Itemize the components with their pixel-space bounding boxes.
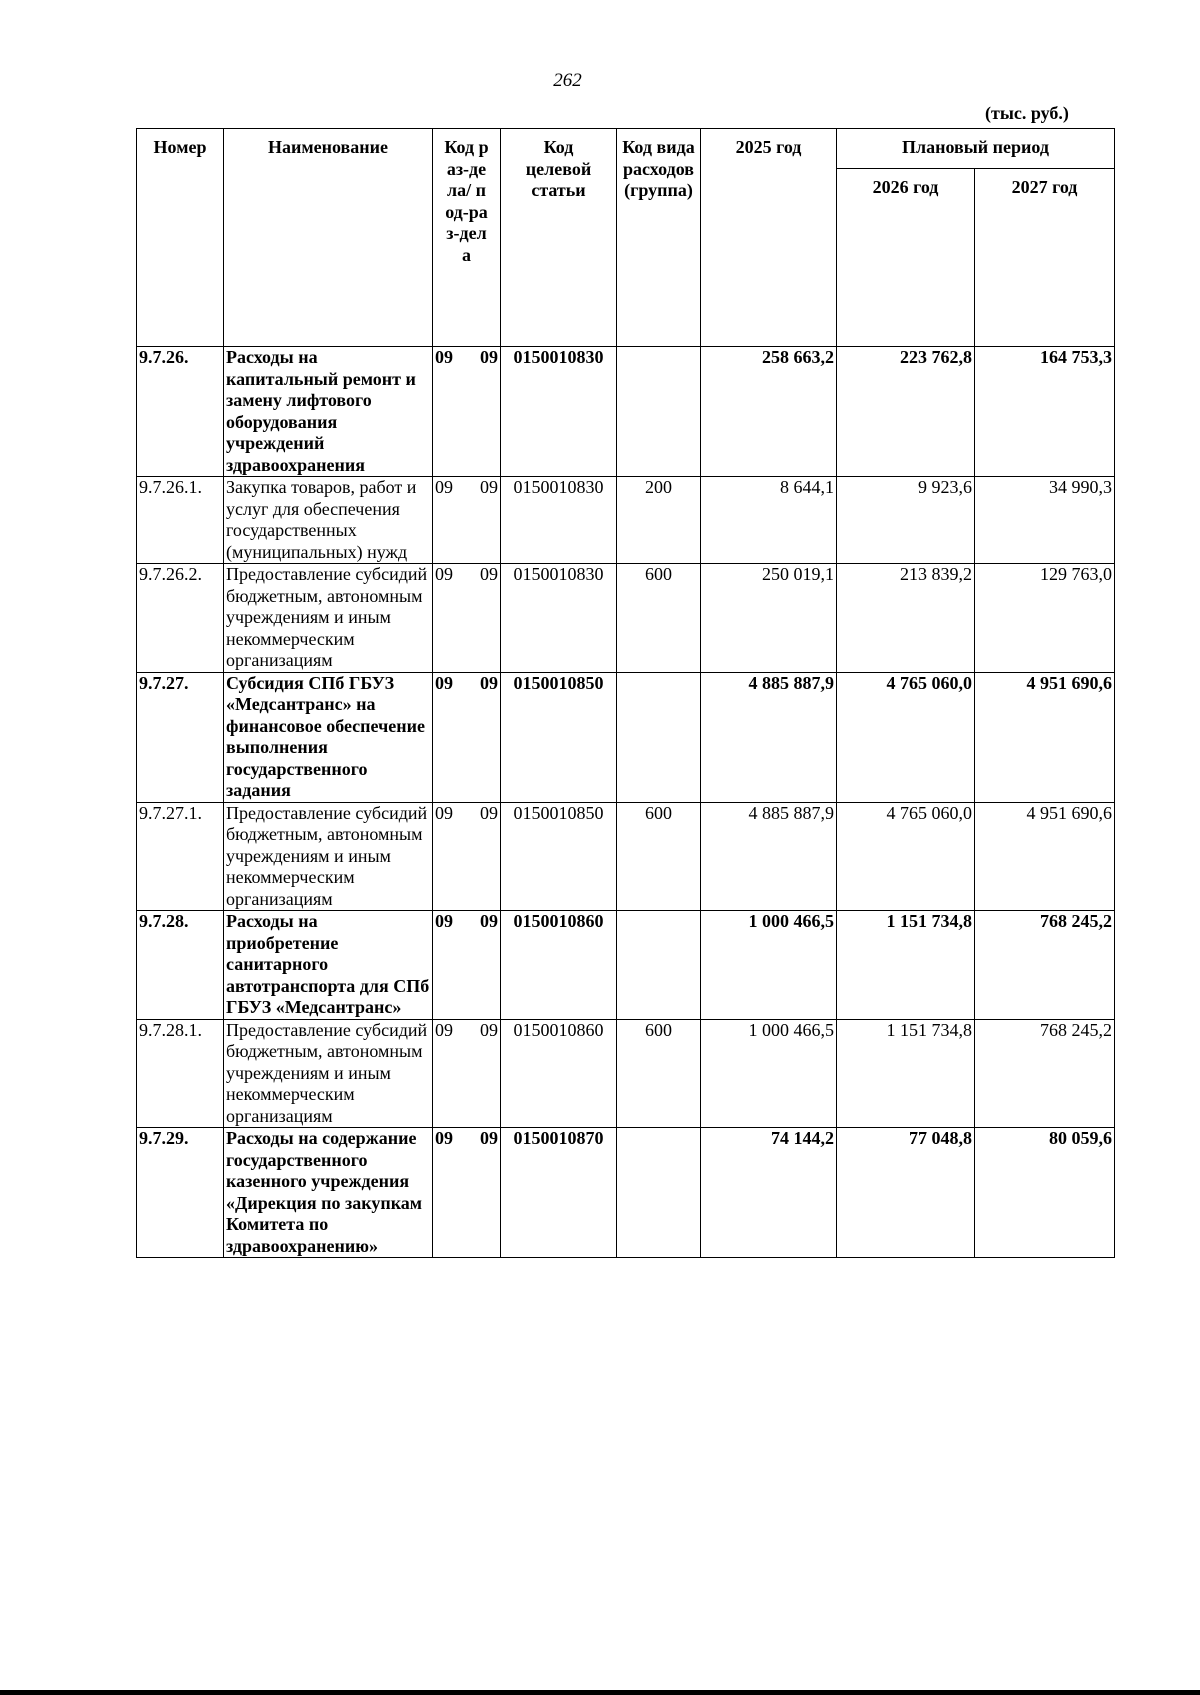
section-code-pair [435,911,498,933]
row-value-2027: 129 763,0 [975,564,1115,673]
header-section [433,129,501,347]
units-label: (тыс. руб.) [985,103,1069,123]
section-code-pair [435,564,498,586]
header-planned-period: Плановый период [837,129,1115,169]
row-number: 9.7.28. [137,911,224,1020]
row-value-2026: 223 762,8 [837,347,975,477]
table-row [137,564,1115,673]
header-2027: 2027 год [975,169,1115,347]
row-name: Расходы на содержание государственного казенного учреждения «Дирекция по закупкам Комитета по здравоохранению» [224,1128,433,1258]
section-code: 09 [435,347,453,367]
row-value-2026: 1 151 734,8 [837,911,975,1020]
row-expense-group [617,347,701,477]
row-target-code: 0150010850 [501,802,617,911]
header-number: Номер [137,129,224,347]
bottom-rule [0,1690,1200,1695]
subsection-code: 09 [480,347,498,367]
row-section-code [433,802,501,911]
row-value-2027: 4 951 690,6 [975,672,1115,802]
subsection-code: 09 [480,1019,498,1040]
header-target-label: Код целевой статьи [525,137,592,200]
budget-table [136,128,1115,1258]
row-target-code: 0150010830 [501,347,617,477]
row-value-2026: 213 839,2 [837,564,975,673]
table-row [137,802,1115,911]
row-name: Предоставление субсидий бюджетным, автономным учреждениям и иным некоммерческим организациям [224,564,433,673]
row-target-code: 0150010860 [501,911,617,1020]
row-expense-group [617,1128,701,1258]
header-2025: 2025 год [701,129,837,347]
table-row [137,1019,1115,1128]
row-expense-group: 600 [617,564,701,673]
row-value-2027: 4 951 690,6 [975,802,1115,911]
row-value-2027: 768 245,2 [975,1019,1115,1128]
row-expense-group: 600 [617,1019,701,1128]
row-value-2025: 4 885 887,9 [701,802,837,911]
row-name: Предоставление субсидий бюджетным, автономным учреждениям и иным некоммерческим организациям [224,802,433,911]
section-code-pair [435,1128,498,1150]
row-target-code: 0150010870 [501,1128,617,1258]
row-name: Расходы на приобретение санитарного автотранспорта для СПб ГБУЗ «Медсантранс» [224,911,433,1020]
row-section-code [433,347,501,477]
row-target-code: 0150010850 [501,672,617,802]
row-name: Закупка товаров, работ и услуг для обеспечения государственных (муниципальных) нужд [224,477,433,564]
subsection-code: 09 [480,802,498,823]
section-code: 09 [435,477,453,497]
section-code-pair [435,803,498,825]
section-code: 09 [435,802,453,823]
section-code: 09 [435,911,453,931]
table-row [137,477,1115,564]
header-2026: 2026 год [837,169,975,347]
header-name: Наименование [224,129,433,347]
row-target-code: 0150010830 [501,477,617,564]
row-value-2025: 1 000 466,5 [701,1019,837,1128]
subsection-code: 09 [480,477,498,497]
row-expense-group: 600 [617,802,701,911]
row-number: 9.7.26.1. [137,477,224,564]
row-value-2025: 1 000 466,5 [701,911,837,1020]
row-value-2026: 4 765 060,0 [837,672,975,802]
row-value-2025: 74 144,2 [701,1128,837,1258]
header-target [501,129,617,347]
row-target-code: 0150010830 [501,564,617,673]
subsection-code: 09 [480,672,498,693]
table-row [137,1128,1115,1258]
table-row [137,911,1115,1020]
row-expense-group: 200 [617,477,701,564]
row-value-2025: 250 019,1 [701,564,837,673]
row-number: 9.7.28.1. [137,1019,224,1128]
row-number: 9.7.26. [137,347,224,477]
row-value-2026: 4 765 060,0 [837,802,975,911]
row-value-2027: 164 753,3 [975,347,1115,477]
row-name: Предоставление субсидий бюджетным, автономным учреждениям и иным некоммерческим организациям [224,1019,433,1128]
row-section-code [433,477,501,564]
row-section-code [433,564,501,673]
row-section-code [433,1128,501,1258]
table-row [137,672,1115,802]
row-value-2025: 4 885 887,9 [701,672,837,802]
section-code-pair [435,477,498,499]
row-value-2026: 1 151 734,8 [837,1019,975,1128]
subsection-code: 09 [480,911,498,931]
row-number: 9.7.29. [137,1128,224,1258]
row-section-code [433,1019,501,1128]
row-value-2025: 8 644,1 [701,477,837,564]
page-number: 262 [553,70,582,91]
row-number: 9.7.26.2. [137,564,224,673]
row-value-2026: 9 923,6 [837,477,975,564]
section-code: 09 [435,1019,453,1040]
section-code: 09 [435,564,453,584]
row-number: 9.7.27. [137,672,224,802]
row-number: 9.7.27.1. [137,802,224,911]
row-value-2027: 34 990,3 [975,477,1115,564]
row-value-2027: 80 059,6 [975,1128,1115,1258]
section-code: 09 [435,672,453,693]
section-code: 09 [435,1128,453,1148]
subsection-code: 09 [480,564,498,584]
row-name: Расходы на капитальный ремонт и замену лифтового оборудования учреждений здравоохранения [224,347,433,477]
section-code-pair [435,673,498,695]
row-value-2027: 768 245,2 [975,911,1115,1020]
section-code-pair [435,347,498,369]
row-name: Субсидия СПб ГБУЗ «Медсантранс» на финансовое обеспечение выполнения государственного задания [224,672,433,802]
table-row [137,347,1115,477]
section-code-pair [435,1020,498,1042]
header-section-label: Код раз-дела/ под-раз-дела [444,137,489,265]
header-expense-type: Код вида расходов (группа) [617,129,701,347]
row-value-2025: 258 663,2 [701,347,837,477]
row-value-2026: 77 048,8 [837,1128,975,1258]
subsection-code: 09 [480,1128,498,1148]
row-expense-group [617,672,701,802]
row-section-code [433,672,501,802]
row-expense-group [617,911,701,1020]
row-target-code: 0150010860 [501,1019,617,1128]
row-section-code [433,911,501,1020]
